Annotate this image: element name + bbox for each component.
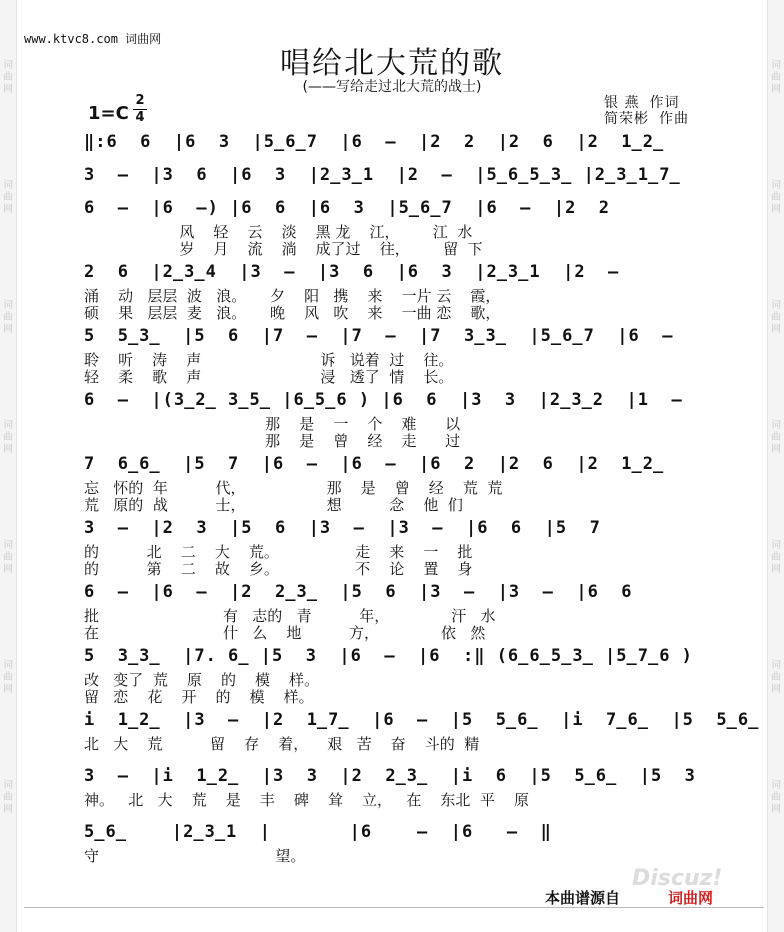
faded-logo: Discuz! xyxy=(632,866,723,891)
watermark-char: 词 xyxy=(3,60,13,71)
notation-line: 5 5̲3̲ |5 6 |7 – |7 – |7 3̲3̲ |5̲6̲7 |6 – xyxy=(84,326,674,346)
watermark-char: 词 xyxy=(3,180,13,191)
lyric-line: 忘 怀的 年 代， 那 是 曾 经 荒 荒 xyxy=(84,479,503,497)
lyric-line: 那 是 一 个 难 以 xyxy=(84,415,461,433)
watermark-char: 曲 xyxy=(3,72,13,83)
watermark-char: 曲 xyxy=(3,552,13,563)
watermark-char: 曲 xyxy=(771,312,781,323)
watermark-char: 网 xyxy=(3,324,13,335)
notation-line: 5 3̲3̲ |7. 6̲ |5 3 |6 – |6 :‖ (6̲6̲5̲3̲ |5̲7̲6 ) xyxy=(84,646,693,666)
lyric-line: 风 轻 云 淡 黑 龙 江， 江 水 xyxy=(84,223,473,241)
notation-line: 7 6̲6̲ |5 7 |6 – |6 – |6 2 |2 6 |2 1̲2̲ xyxy=(84,454,665,474)
watermark-char: 词 xyxy=(3,540,13,551)
lyric-line: 神。 北 大 荒 是 丰 碑 耸 立， 在 东北 平 原 xyxy=(84,791,530,809)
watermark-char: 曲 xyxy=(771,552,781,563)
lyric-line: 的 第 二 故 乡。 不 论 置 身 xyxy=(84,560,473,578)
watermark-char: 网 xyxy=(3,684,13,695)
notation-line: i 1̲2̲ |3 – |2 1̲7̲ |6 – |5 5̲6̲ |i 7̲6̲ |5 5̲6̲ xyxy=(84,710,760,730)
watermark-char: 词 xyxy=(771,300,781,311)
notation-line: 6 – |6 – |2 2̲3̲ |5 6 |3 – |3 – |6 6 xyxy=(84,582,633,602)
watermark-char: 曲 xyxy=(3,432,13,443)
watermark-char: 词 xyxy=(771,60,781,71)
site-url: www.ktvc8.com 词曲网 xyxy=(24,32,162,46)
lyric-line: 改 变了 荒 原 的 模 样。 xyxy=(84,671,320,689)
watermark-char: 曲 xyxy=(3,672,13,683)
notation-line: 3 – |i 1̲2̲ |3 3 |2 2̲3̲ |i 6 |5 5̲6̲ |5 3 xyxy=(84,766,696,786)
composer-role: 作曲 xyxy=(659,111,689,127)
watermark-char: 网 xyxy=(771,684,781,695)
lyric-line: 的 北 二 大 荒。 走 来 一 批 xyxy=(84,543,473,561)
lyric-line: 荒 原的 战 士， 想 念 他 们 xyxy=(84,496,463,514)
watermark-char: 曲 xyxy=(771,792,781,803)
composer-credit xyxy=(604,108,689,128)
notation-line: ‖:6 6 |6 3 |5̲6̲7 |6 – |2 2 |2 6 |2 1̲2̲ xyxy=(84,132,665,152)
watermark-char: 词 xyxy=(771,540,781,551)
watermark-char: 网 xyxy=(3,84,13,95)
song-title: 唱给北大荒的歌 xyxy=(280,46,504,81)
watermark-char: 词 xyxy=(3,420,13,431)
watermark-char: 网 xyxy=(771,84,781,95)
notation-line: 5̲6̲ |2̲3̲1 | |6 – |6 – ‖ xyxy=(84,822,552,842)
watermark-char: 词 xyxy=(3,300,13,311)
watermark-char: 网 xyxy=(771,324,781,335)
notation-line: 3 – |2 3 |5 6 |3 – |3 – |6 6 |5 7 xyxy=(84,518,601,538)
watermark-char: 网 xyxy=(771,204,781,215)
source-credit xyxy=(545,887,713,908)
time-signature-top: 2 xyxy=(135,93,145,108)
watermark-char: 网 xyxy=(771,444,781,455)
lyric-line: 留 恋 花 开 的 模 样。 xyxy=(84,688,314,706)
lyric-line: 岁 月 流 淌 成了过 往， 留 下 xyxy=(84,240,483,258)
watermark-char: 网 xyxy=(3,804,13,815)
watermark-char: 网 xyxy=(3,444,13,455)
lyric-line: 北 大 荒 留 存 着， 艰 苦 奋 斗的 精 xyxy=(84,735,480,753)
notation-line: 2 6 |2̲3̲4 |3 – |3 6 |6 3 |2̲3̲1 |2 – xyxy=(84,262,620,282)
lyric-line: 在 什 么 地 方， 依 然 xyxy=(84,624,486,642)
lyric-line: 守 望。 xyxy=(84,847,306,865)
lyric-line: 聆 听 涛 声 诉 说着 过 往。 xyxy=(84,351,454,369)
watermark-char: 曲 xyxy=(3,792,13,803)
watermark-char: 词 xyxy=(3,780,13,791)
lyric-line: 批 有 志的 青 年， 汗 水 xyxy=(84,607,496,625)
watermark-char: 曲 xyxy=(771,72,781,83)
time-signature xyxy=(133,94,147,125)
watermark-char: 曲 xyxy=(771,672,781,683)
watermark-char: 网 xyxy=(3,564,13,575)
watermark-char: 词 xyxy=(771,420,781,431)
watermark-char: 曲 xyxy=(771,192,781,203)
lyric-line: 硕 果 层层 麦 浪。 晚 风 吹 来 一曲 恋 歌， xyxy=(84,304,501,322)
source-label: 本曲谱源自 xyxy=(545,889,621,907)
notation-line: 6 – |6 –) |6 6 |6 3 |5̲6̲7 |6 – |2 2 xyxy=(84,198,611,218)
watermark-char: 网 xyxy=(3,204,13,215)
watermark-char: 曲 xyxy=(3,312,13,323)
lyric-line: 轻 柔 歌 声 浸 透了 情 长。 xyxy=(84,368,454,386)
lyricist-role: 作词 xyxy=(649,95,680,111)
composer-name: 简荣彬 xyxy=(604,111,649,127)
lyric-line: 涌 动 层层 波 浪。 夕 阳 携 来 一片 云 霞， xyxy=(84,287,501,305)
watermark-char: 词 xyxy=(3,660,13,671)
watermark-char: 词 xyxy=(771,660,781,671)
notation-line: 6 – |(3̲2̲ 3̲5̲ |6̲5̲6 ) |6 6 |3 3 |2̲3̲2 |1 – xyxy=(84,390,683,410)
lyricist-name: 银 燕 xyxy=(604,95,640,111)
watermark-char: 曲 xyxy=(3,192,13,203)
notation-line: 3 – |3 6 |6 3 |2̲3̲1 |2 – |5̲6̲5̲3̲ |2̲3̲1̲7̲ xyxy=(84,165,681,185)
watermark-char: 网 xyxy=(771,564,781,575)
time-signature-bottom: 4 xyxy=(135,110,145,125)
watermark-char: 词 xyxy=(771,180,781,191)
source-site: 词曲网 xyxy=(668,889,714,907)
song-subtitle: (——写给走过北大荒的战士) xyxy=(302,79,482,95)
watermark-char: 词 xyxy=(771,780,781,791)
watermark-char: 网 xyxy=(771,804,781,815)
key-signature: 1=C xyxy=(88,103,129,124)
watermark-char: 曲 xyxy=(771,432,781,443)
lyric-line: 那 是 曾 经 走 过 xyxy=(84,432,461,450)
